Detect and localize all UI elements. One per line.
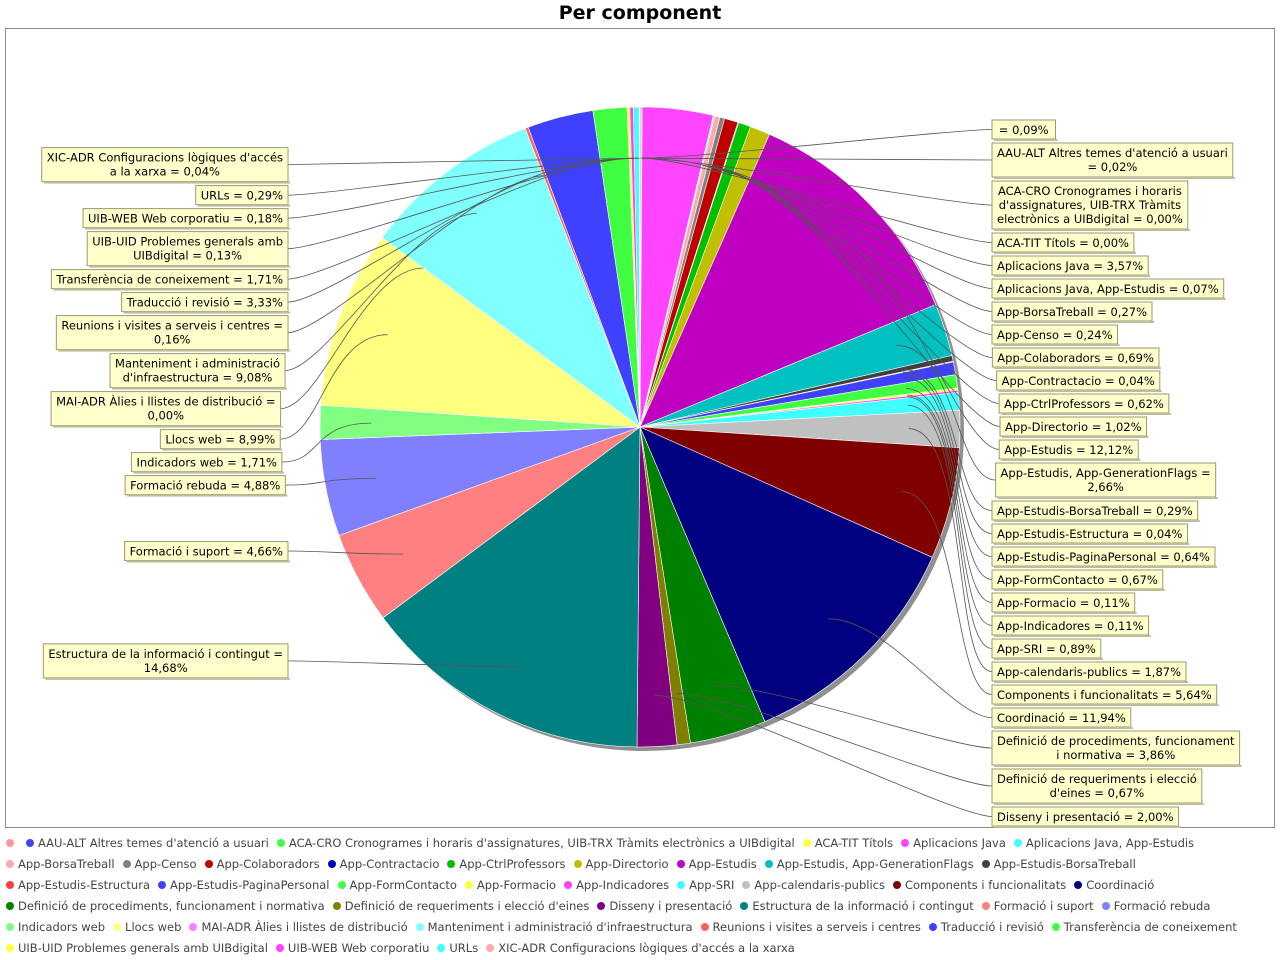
label-box-shadow [994,765,1242,767]
slice-label-transferencia-de-coneixement [51,270,290,291]
legend-swatch [338,881,346,889]
legend-swatch [123,860,131,868]
label-text: d'eines = 0,67% [1049,786,1145,800]
label-box-shadow [998,497,1218,499]
label-text: i normativa = 3,86% [1056,748,1176,762]
label-text: Aplicacions Java = 3,57% [997,259,1144,273]
label-text: App-Estudis-Estructura = 0,04% [996,527,1183,541]
legend-label: ACA-CRO Cronogrames i horaris d'assignatures, UIB-TRX Tràmits electrònics a UIBdigital [288,836,795,850]
legend-label: App-FormContacto [349,878,457,892]
slice-label-coordinacio [992,708,1133,729]
legend-item-transferencia-de-coneixement[interactable] [1050,917,1237,938]
label-text: App-Indicadores = 0,11% [997,619,1144,633]
label-text: App-Contractacio = 0,04% [1001,374,1155,388]
legend-swatch [677,881,685,889]
legend-item-mai-adr-alies-i-llistes-de-distribucio[interactable] [187,917,407,938]
slice-label-traduccio-i-revisio [122,293,290,314]
legend-item-app-formacio[interactable] [463,875,556,896]
label-text: Aplicacions Java, App-Estudis = 0,07% [996,282,1219,296]
legend-swatch [1074,881,1082,889]
legend-label: App-BorsaTreball [18,857,115,871]
slice-label-aca-tit-titols [992,233,1136,254]
label-text: = 0,02% [1087,160,1138,174]
label-text: App-Estudis-BorsaTreball = 0,29% [996,504,1193,518]
legend-swatch [6,881,14,889]
legend-swatch [416,923,424,931]
label-text: 0,16% [153,332,191,347]
legend-item-llocs-web[interactable] [111,917,181,938]
legend-label: MAI-ADR Àlies i llistes de distribució [201,920,408,934]
label-text: App-CtrlProfessors = 0,62% [1004,397,1164,411]
label-text: App-Estudis = 12,12% [1004,443,1134,457]
legend-label: App-Contractacio [339,857,440,871]
legend-item-disseny-i-presentacio[interactable] [595,896,732,917]
legend-label: Traducció i revisió [940,920,1044,934]
label-box-shadow [994,344,1120,346]
label-box-shadow [994,543,1190,545]
legend-item-manteniment-i-administracio-d-infraestructura[interactable] [414,917,693,938]
slice-label-formacio-i-suport [125,542,290,563]
legend-item-coordinacio[interactable] [1072,875,1154,896]
legend-label: Formació rebuda [1113,899,1211,913]
legend-swatch [740,902,748,910]
label-box-shadow [994,520,1200,522]
label-box-shadow [89,266,290,268]
legend-item-app-estudis-borsatreball[interactable] [980,854,1136,875]
label-box-shadow [58,350,290,352]
legend-swatch [901,839,909,847]
label-box-shadow [994,252,1136,254]
legend-item-formacio-rebuda[interactable] [1100,896,1211,917]
legend-label: Components i funcionalitats [904,878,1067,892]
label-text: App-Estudis, App-GenerationFlags = [1000,466,1211,480]
legend-swatch [276,944,284,952]
slice-label-mai-adr-alies-i-llistes-de-distribucio [51,392,283,428]
label-box-shadow [133,472,283,474]
label-text: Formació rebuda = 4,88% [130,478,281,493]
label-box-shadow [994,229,1190,231]
legend-label: App-Estudis-BorsaTreball [993,857,1136,871]
legend-label: AAU-ALT Altres temes d'atenció a usuari [38,836,269,850]
legend-label: Disseny i presentació [609,899,733,913]
slice-label-definicio-de-requeriments-i-eleccio-d-eines [992,769,1204,805]
label-box-shadow [1002,436,1149,438]
legend-item-app-borsatreball[interactable] [4,854,115,875]
legend-label: Manteniment i administració d'infraestructura [427,920,693,934]
legend-swatch [465,881,473,889]
legend-swatch [437,944,445,952]
legend-item-aplicacions-java[interactable] [899,833,1006,854]
legend-swatch [1052,923,1060,931]
slice-label-indicadors-web [131,453,283,474]
slice-label-llocs-web [160,430,282,451]
label-box-shadow [44,182,290,184]
legend-swatch [982,860,990,868]
label-box-shadow [198,205,290,207]
label-box-shadow [162,449,282,451]
label-text: UIB-WEB Web corporatiu = 0,18% [88,211,283,226]
label-text: Definició de requeriments i elecció [996,772,1197,786]
label-box-shadow [994,612,1137,614]
slice-label-app-estudis-app-generationflags [996,463,1218,499]
legend-swatch [6,944,14,952]
label-text: App-Estudis-PaginaPersonal = 0,64% [997,550,1210,564]
label-text: Components i funcionalitats = 5,64% [997,688,1212,702]
legend-label: UIB-UID Problemes generals amb UIBdigital [18,941,268,955]
label-box-shadow [994,589,1165,591]
legend-swatch [486,944,494,952]
label-text: 14,68% [143,660,188,675]
legend-item-uib-web-web-corporatiu[interactable] [274,938,429,958]
label-text: UIB-UID Problemes generals amb [92,234,284,249]
legend-swatch [701,923,709,931]
chart-title: Per component [558,2,722,24]
label-box-shadow [994,367,1161,369]
legend-label: URLs [449,941,479,955]
label-text: Coordinació = 11,94% [996,711,1126,725]
label-text: URLs = 0,29% [200,188,284,203]
label-box-shadow [994,298,1226,300]
label-box-shadow [45,678,290,680]
legend-swatch [574,860,582,868]
slice-label-app-contractacio [997,371,1162,392]
legend-item-definicio-de-requeriments-i-eleccio-d-eines[interactable] [331,896,590,917]
legend-item-aau-alt-altres-temes-d-atencio-a-usuari[interactable] [24,833,269,854]
legend-item-uib-uid-problemes-generals-amb-uibdigital[interactable] [4,938,268,958]
legend-item-app-formcontacto[interactable] [336,875,457,896]
legend-swatch [1102,902,1110,910]
label-box-shadow [112,388,287,390]
legend-item-app-colaboradors[interactable] [203,854,320,875]
legend-swatch [328,860,336,868]
legend-swatch [6,860,14,868]
legend-item-components-i-funcionalitats[interactable] [891,875,1066,896]
slice-label-app-colaboradors [992,348,1161,369]
slice-label-uib-web-web-corporatiu [83,209,290,230]
slice-label-aplicacions-java-app-estudis [992,279,1226,300]
legend-label: XIC-ADR Configuracions lògiques d'accés a la xarxa [498,941,795,955]
legend-swatch [929,923,937,931]
legend-item-app-estudis-estructura[interactable] [4,875,150,896]
slice-label-reunions-i-visites-a-serveis-i-centres [56,316,290,352]
legend-item-reunions-i-visites-a-serveis-i-centres[interactable] [699,917,921,938]
slice-label-urls [196,186,290,207]
label-box-shadow [127,561,290,563]
label-text: 2,66% [1087,480,1124,494]
slice-label-app-estudis-estructura [992,524,1190,545]
legend-label: ACA-TIT Títols [814,836,894,850]
legend-item-aca-cro-cronogrames-i-horaris-d-assignatures-uib-trx-tramits-electronics-a-uibdigital[interactable] [275,833,795,854]
legend-item-app-directorio[interactable] [572,854,669,875]
legend-item-formacio-i-suport[interactable] [980,896,1094,917]
legend-item-indicadors-web[interactable] [4,917,105,938]
label-text: Traducció i revisió = 3,33% [126,295,283,310]
label-box-shadow [53,289,290,291]
slice-label-app-borsatreball [992,302,1154,323]
slice-label-aau-alt-altres-temes-d-atencio-a-usuari [992,143,1235,179]
legend-item-traduccio-i-revisio[interactable] [927,917,1044,938]
label-box-shadow [994,803,1204,805]
label-text: App-Formacio = 0,11% [996,596,1130,610]
label-text: App-SRI = 0,89% [997,642,1096,656]
label-text: MAI-ADR Àlies i llistes de distribució = [56,394,276,409]
slice-label-app-censo [992,325,1120,346]
label-text: App-BorsaTreball = 0,27% [997,305,1147,319]
label-text: d'infraestructura = 9,08% [122,370,273,385]
slice-label-app-calendaris-publics [992,662,1188,683]
slice-label-disseny-i-presentacio [992,807,1181,828]
label-box-shadow [53,426,283,428]
slice-label-manteniment-i-administracio-d-infraestructura [110,354,287,390]
legend-item-estructura-de-la-informacio-i-contingut[interactable] [738,896,973,917]
legend-label: App-Formacio [476,878,557,892]
label-box-shadow [994,321,1154,323]
slice-label-aca-cro-cronogrames-i-horaris-d-assignatures-uib-trx-tramits-electronics-a-uibdigital [992,181,1190,231]
legend-label: App-CtrlProfessors [459,857,566,871]
legend-label: Estructura de la informació i contingut [752,899,974,913]
legend-item-app-sri[interactable] [675,875,734,896]
legend-item-urls[interactable] [435,938,478,958]
label-text: App-FormContacto = 0,67% [996,573,1158,587]
slice-label-xic-adr-configuracions-logiques-d-acces-a-la-xarxa [42,148,290,184]
legend-item-app-ctrlprofessors[interactable] [445,854,565,875]
legend-item-app-indicadores[interactable] [562,875,669,896]
legend-swatch [26,839,34,847]
label-box-shadow [994,727,1133,729]
slice-label-estructura-de-la-informacio-i-contingut [43,644,290,680]
label-text: Indicadors web = 1,71% [136,455,277,470]
label-text: Manteniment i administració [115,356,280,371]
legend-label: App-Estudis-Estructura [18,878,150,892]
legend-swatch [982,902,990,910]
legend-label: Aplicacions Java, App-Estudis [1025,836,1195,850]
legend-label: App-Censo [134,857,197,871]
legend-swatch [765,860,773,868]
label-text: ACA-TIT Títols = 0,00% [997,236,1129,250]
legend-label: Definició de procediments, funcionament i normativa [18,899,325,913]
legend-item-blank[interactable] [4,833,18,854]
legend-label: App-Indicadores [576,878,670,892]
legend-label: Llocs web [125,920,182,934]
label-text: 0,00% [147,408,185,423]
legend-label: App-Estudis [688,857,757,871]
legend [4,833,1276,958]
label-text: Estructura de la informació i contingut = [48,646,284,661]
legend-item-app-contractacio[interactable] [326,854,440,875]
slice-label-app-indicadores [992,616,1151,637]
legend-item-app-estudis[interactable] [675,854,757,875]
label-text: App-Censo = 0,24% [997,328,1113,342]
legend-label: App-Directorio [585,857,669,871]
slice-label-app-estudis-paginapersonal [992,547,1217,568]
label-text: UIBdigital = 0,13% [133,248,243,263]
label-text: AAU-ALT Altres temes d'atenció a usuari [996,146,1228,160]
legend-swatch [333,902,341,910]
legend-label: App-Estudis-PaginaPersonal [170,878,330,892]
slice-label-uib-uid-problemes-generals-amb-uibdigital [87,232,290,268]
legend-swatch [742,881,750,889]
legend-item-app-censo[interactable] [121,854,197,875]
legend-label: Transferència de coneixement [1063,920,1237,934]
slice-label-definicio-de-procediments-funcionament-i-normativa [992,731,1242,767]
label-text: Reunions i visites a serveis i centres = [61,318,284,333]
legend-label: App-SRI [689,878,735,892]
label-box-shadow [994,826,1181,828]
legend-swatch [6,902,14,910]
label-box-shadow [994,704,1219,706]
label-box-shadow [124,312,290,314]
label-text: Llocs web = 8,99% [165,432,276,447]
slice-label-app-formacio [992,593,1137,614]
legend-label: Reunions i visites a serveis i centres [712,920,921,934]
legend-label: App-Colaboradors [216,857,320,871]
legend-label: Indicadors web [18,920,106,934]
label-text: d'assignatures, UIB-TRX Tràmits [998,198,1182,212]
label-text: electrònics a UIBdigital = 0,00% [997,212,1183,226]
legend-swatch [277,839,285,847]
legend-label: App-calendaris-publics [754,878,885,892]
legend-swatch [677,860,685,868]
legend-swatch [803,839,811,847]
legend-label: App-Estudis, App-GenerationFlags [776,857,974,871]
legend-label: Aplicacions Java [913,836,1006,850]
label-box-shadow [994,177,1235,179]
slice-label-components-i-funcionalitats [992,685,1219,706]
legend-label: Formació i suport [993,899,1094,913]
legend-item-app-calendaris-publics[interactable] [740,875,885,896]
label-box-shadow [85,228,290,230]
legend-swatch [6,839,14,847]
legend-swatch [6,923,14,931]
slice-label-aplicacions-java [992,256,1150,277]
legend-label: UIB-WEB Web corporatiu [287,941,430,955]
label-box-shadow [1001,413,1171,415]
label-text: Formació i suport = 4,66% [129,544,284,559]
legend-item-app-estudis-paginapersonal[interactable] [156,875,330,896]
legend-label: Definició de requeriments i elecció d'eines [344,899,590,913]
legend-item-xic-adr-configuracions-logiques-d-acces-a-la-xarxa[interactable] [484,938,795,958]
legend-label: Coordinació [1086,878,1155,892]
legend-swatch [205,860,213,868]
slice-label-app-estudis-borsatreball [992,501,1200,522]
legend-swatch [447,860,455,868]
legend-item-definicio-de-procediments-funcionament-i-normativa[interactable] [4,896,325,917]
label-text: App-Colaboradors = 0,69% [997,351,1154,365]
legend-swatch [597,902,605,910]
label-box-shadow [994,139,1058,141]
legend-swatch [189,923,197,931]
slice-label-app-formcontacto [992,570,1165,591]
label-box-shadow [994,658,1103,660]
label-text: a la xarxa = 0,04% [109,164,221,179]
legend-swatch [158,881,166,889]
slice-label-app-sri [992,639,1103,660]
legend-swatch [564,881,572,889]
label-text: App-calendaris-publics = 1,87% [996,665,1182,679]
label-box-shadow [994,566,1217,568]
label-box-shadow [999,390,1162,392]
label-box-shadow [994,681,1188,683]
label-box-shadow [994,275,1150,277]
label-text: = 0,09% [998,123,1049,137]
slice-label-app-ctrlprofessors [999,394,1171,415]
slice-label-formacio-rebuda [125,476,287,497]
slice-label-blank [992,120,1058,141]
label-text: ACA-CRO Cronogrames i horaris [997,184,1182,198]
legend-swatch [1014,839,1022,847]
legend-swatch [113,923,121,931]
label-box-shadow [1001,459,1140,461]
label-box-shadow [994,635,1151,637]
label-text: Definició de procediments, funcionament [997,734,1235,748]
slice-label-app-estudis [999,440,1140,461]
slice-label-app-directorio [1000,417,1149,438]
label-text: XIC-ADR Configuracions lògiques d'accés [46,150,284,165]
legend-item-app-estudis-app-generationflags[interactable] [763,854,974,875]
legend-item-aplicacions-java-app-estudis[interactable] [1012,833,1194,854]
label-text: Transferència de coneixement = 1,71% [56,272,284,287]
label-box-shadow [127,495,287,497]
legend-swatch [893,881,901,889]
legend-item-aca-tit-titols[interactable] [801,833,893,854]
label-text: App-Directorio = 1,02% [1005,420,1142,434]
label-text: Disseny i presentació = 2,00% [997,810,1174,824]
